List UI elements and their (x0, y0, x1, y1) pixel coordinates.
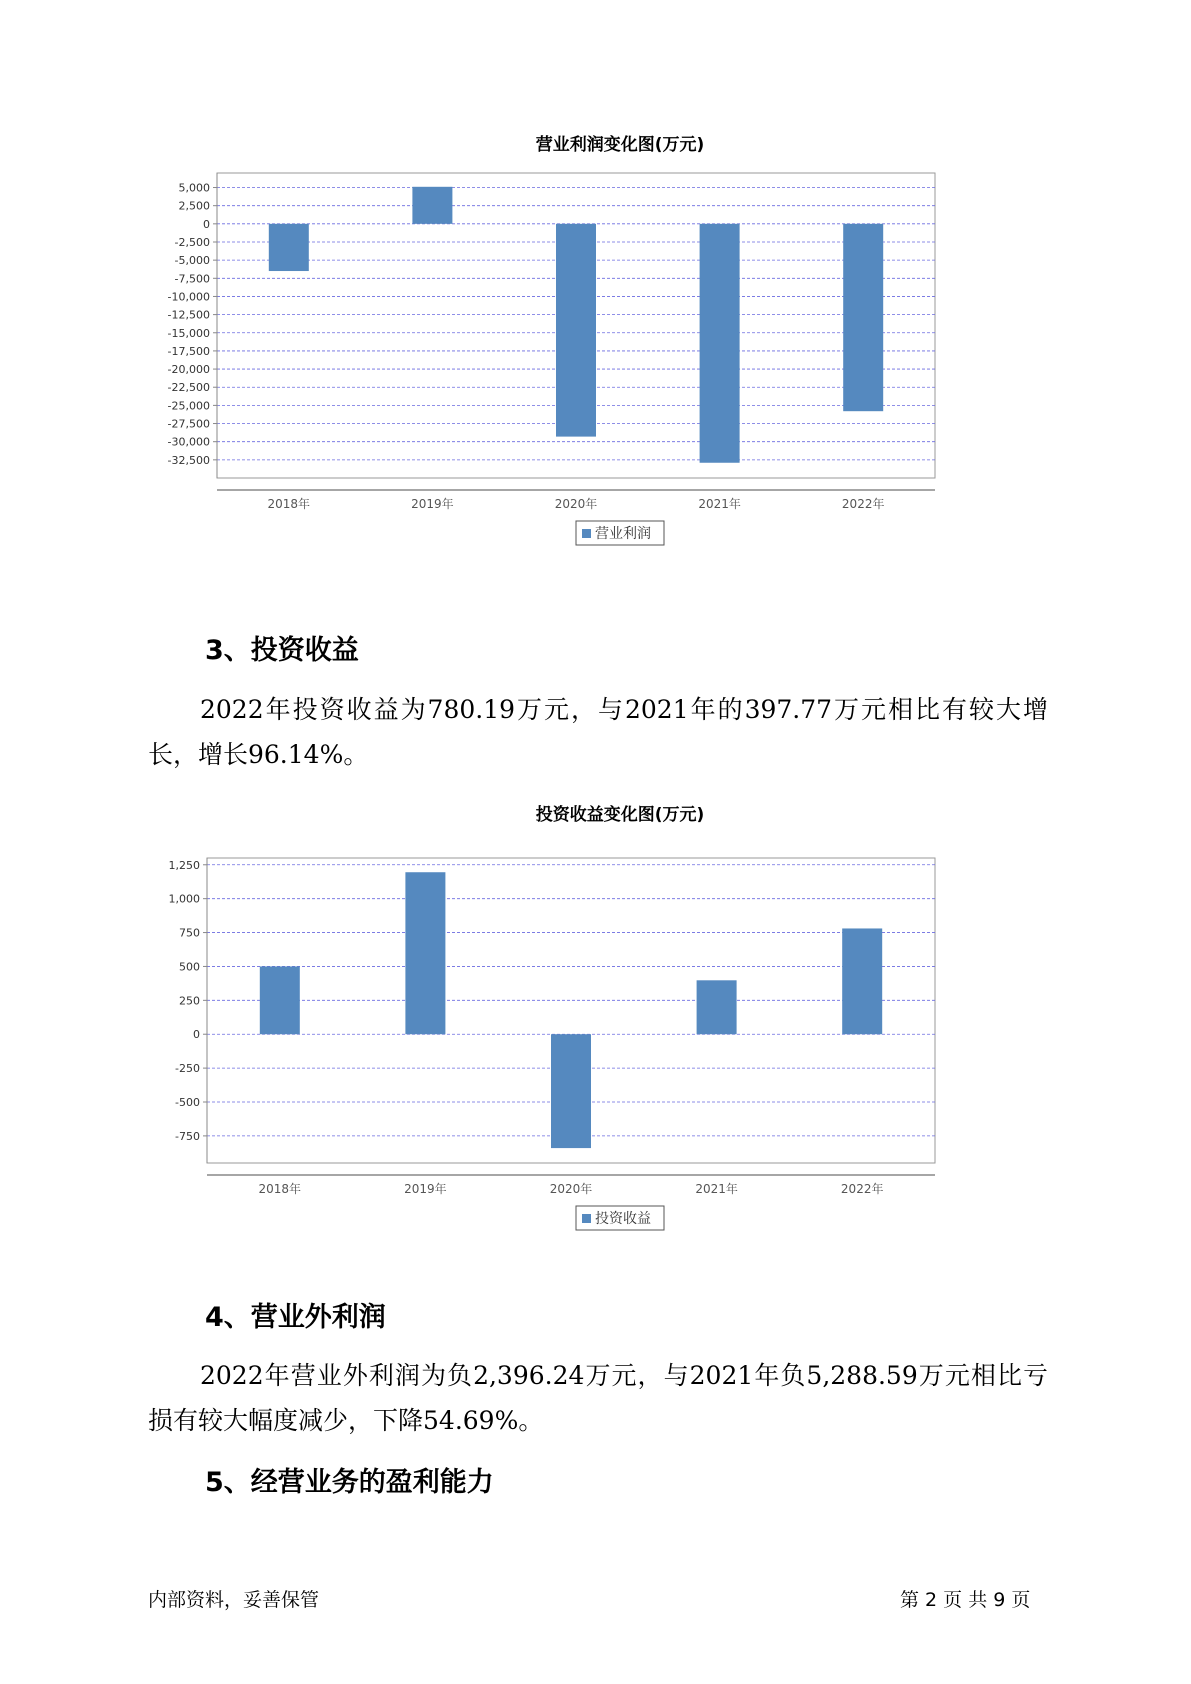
x-tick-label: 2019年 (404, 1182, 447, 1196)
y-tick-label: -2,500 (174, 235, 210, 249)
chart-title: 营业利润变化图(万元) (535, 135, 705, 155)
section-3-heading: 3、投资收益 (205, 635, 359, 666)
x-tick-label: 2020年 (554, 497, 598, 511)
y-tick-label: -7,500 (174, 272, 210, 286)
x-tick-label: 2022年 (841, 497, 885, 511)
y-tick-label: 1,250 (168, 858, 200, 872)
y-tick-label: -750 (175, 1129, 200, 1143)
y-tick-label: 250 (179, 994, 200, 1008)
y-tick-label: -22,500 (167, 381, 210, 395)
x-tick-label: 2019年 (411, 497, 454, 511)
y-tick-label: -20,000 (167, 363, 210, 377)
legend-swatch (582, 529, 591, 538)
y-tick-label: -25,000 (167, 399, 210, 413)
y-tick-label: 5,000 (178, 181, 210, 195)
y-tick-label: 0 (203, 217, 210, 231)
section-4-heading: 4、营业外利润 (205, 1302, 386, 1333)
x-tick-label: 2018年 (267, 497, 311, 511)
y-tick-label: -32,500 (167, 453, 210, 467)
y-tick-label: -500 (175, 1096, 200, 1109)
footer-page-number: 第 2 页 共 9 页 (900, 1589, 1031, 1611)
bar (556, 224, 596, 437)
section-4-paragraph: 2022年营业外利润为负2,396.24万元，与2021年负5,288.59万元相比亏损有较大幅度减少，下降54.69%。 (148, 1361, 1048, 1435)
y-tick-label: -10,000 (167, 290, 210, 304)
x-tick-label: 2022年 (840, 1182, 884, 1196)
operating-profit-chart (160, 128, 1040, 598)
bar (842, 928, 882, 1034)
legend-label: 营业利润 (595, 526, 651, 542)
y-tick-label: -12,500 (167, 308, 210, 322)
bar (269, 224, 309, 271)
investment-income-chart-svg (160, 798, 1040, 1268)
legend-swatch (582, 1214, 591, 1223)
legend-label: 投资收益 (595, 1211, 651, 1227)
y-tick-label: 2,500 (178, 199, 210, 213)
y-tick-label: -15,000 (167, 326, 210, 340)
bar (412, 187, 452, 224)
y-tick-label: -250 (175, 1062, 200, 1076)
investment-income-chart (160, 798, 1040, 1268)
x-tick-label: 2021年 (698, 497, 741, 511)
bar (405, 872, 445, 1034)
operating-profit-chart-svg (160, 128, 1040, 598)
bar (260, 966, 300, 1034)
y-tick-label: -27,500 (167, 417, 210, 431)
bar (551, 1034, 591, 1148)
bar (697, 980, 737, 1034)
y-tick-label: 0 (193, 1028, 200, 1042)
footer-confidential-note: 内部资料，妥善保管 (148, 1589, 320, 1611)
y-tick-label: -30,000 (167, 435, 210, 449)
x-tick-label: 2020年 (549, 1182, 593, 1196)
y-tick-label: 1,000 (168, 892, 200, 906)
x-tick-label: 2018年 (258, 1182, 302, 1196)
bar (700, 224, 740, 463)
bar (843, 224, 883, 411)
section-3-paragraph: 2022年投资收益为780.19万元，与2021年的397.77万元相比有较大增长，增长96.14%。 (148, 695, 1048, 769)
chart-title: 投资收益变化图(万元) (535, 805, 705, 825)
y-tick-label: -17,500 (167, 344, 210, 358)
x-tick-label: 2021年 (695, 1182, 738, 1196)
y-tick-label: 500 (179, 960, 200, 974)
y-tick-label: -5,000 (174, 254, 210, 268)
y-tick-label: 750 (179, 926, 200, 940)
section-5-heading: 5、经营业务的盈利能力 (205, 1467, 494, 1498)
